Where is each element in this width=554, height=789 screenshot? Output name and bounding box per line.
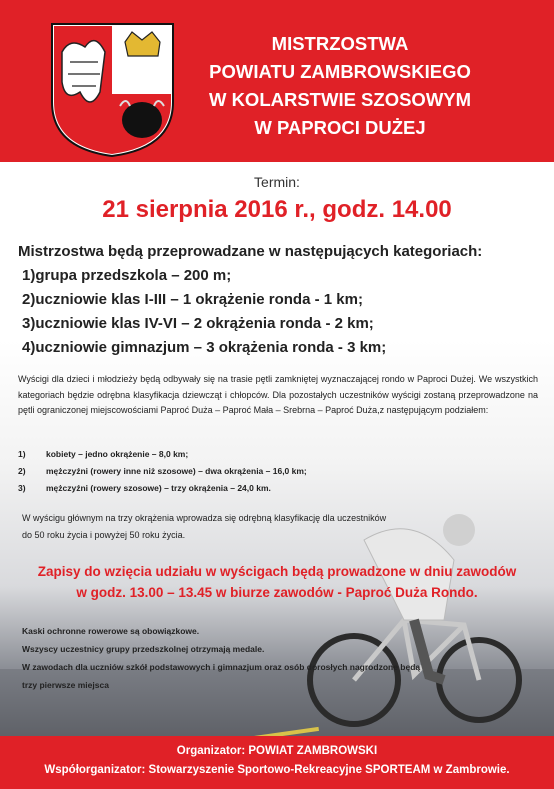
category-item: 3)uczniowie klas IV-VI – 2 okrążenia ronda - 2 km; [22,315,374,332]
footer-banner [0,736,554,789]
list-item: 3) mężczyźni (rowery szosowe) – trzy okrążenia – 24,0 km. [18,483,271,493]
adult-race-list [18,446,418,497]
event-title [205,30,475,142]
category-item: 2)uczniowie klas I-III – 1 okrążenie ronda - 1 km; [22,291,363,308]
termin-label: Termin: [254,174,300,190]
list-item: 1) kobiety – jedno okrążenie – 8,0 km; [18,449,189,459]
signup-line: Zapisy do wzięcia udziału w wyścigach będą prowadzone w dniu zawodów [37,564,517,579]
category-item: 1)grupa przedszkola – 200 m; [22,267,232,284]
signup-notice [0,561,554,603]
description-paragraph: Wyścigi dla dzieci i młodzieży będą odbywały się na trasie pętli zamkniętej wyznaczającej rondo w Paproci Dużej. We wszystkich kategoriach będzie odrębna klasyfikacja dziewcząt i chłopców. Dla pozostałych uczestników wyścigi zostaną przeprowadzone na pętli ograniczonej miejscowościami Paproć Duża – Paproć Mała – Srebrna – Paproć Duża,z następującym podziałem: [18,374,538,415]
list-item: 2) mężczyźni (rowery inne niż szosowe) – dwa okrążenia – 16,0 km; [18,466,307,476]
extra-line: do 50 roku życia i powyżej 50 roku życia. [22,530,186,540]
info-line: Wszyscy uczestnicy grupy przedszkolnej otrzymają medale. [22,644,265,654]
organizer-text: Organizator: POWIAT ZAMBROWSKI [176,745,378,757]
event-date: 21 sierpnia 2016 r., godz. 14.00 [102,196,452,223]
extra-line: W wyścigu głównym na trzy okrążenia wprowadza się odrębną klasyfikację dla uczestników [22,513,387,523]
title-line: W KOLARSTWIE SZOSOWYM [208,89,472,110]
title-line: MISTRZOSTWA [271,33,409,54]
categories-section [18,240,538,360]
category-item: 4)uczniowie gimnazjum – 3 okrążenia ronda - 3 km; [22,339,387,356]
title-line: W PAPROCI DUŻEJ [254,117,426,138]
coorganizer-text: Współorganizator: Stowarzyszenie Sportowo-Rekreacyjne SPORTEAM w Zambrowie. [44,764,510,776]
coat-of-arms-icon [50,22,175,158]
categories-heading: Mistrzostwa będą przeprowadzane w następujących kategoriach: [18,243,483,260]
title-line: POWIATU ZAMBROWSKIEGO [209,61,471,82]
info-line: Kaski ochronne rowerowe są obowiązkowe. [22,626,200,636]
info-line: W zawodach dla uczniów szkół podstawowych i gimnazjum oraz osób dorosłych nagrodzone będą [22,662,421,672]
info-section [22,622,522,694]
info-line: trzy pierwsze miejsca [22,680,109,690]
extra-classification [22,510,482,544]
signup-line: w godz. 13.00 – 13.45 w biurze zawodów - Paproć Duża Rondo. [76,585,478,600]
header-banner [0,0,554,162]
